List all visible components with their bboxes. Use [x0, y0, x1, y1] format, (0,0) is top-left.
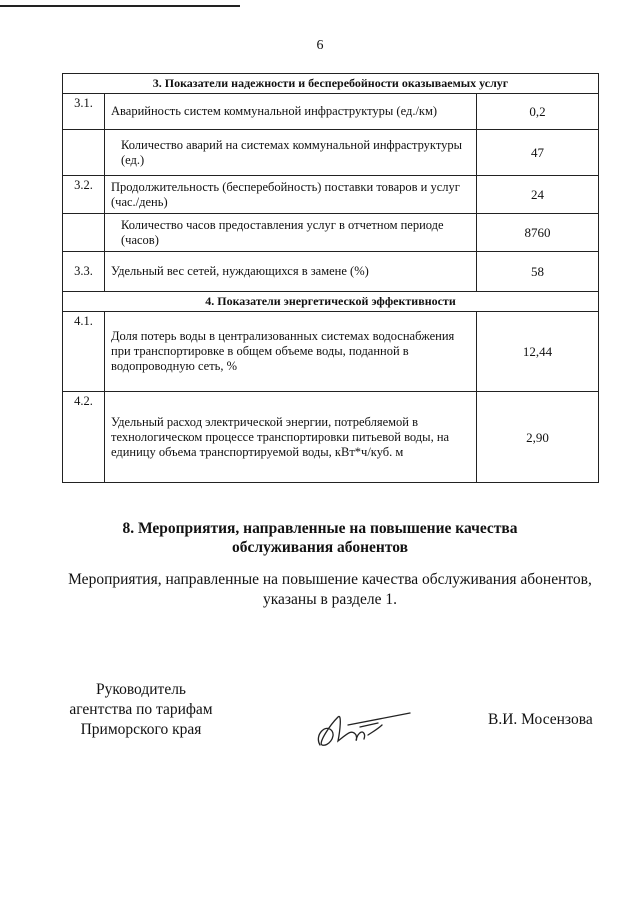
row-value: 58: [477, 252, 599, 292]
row-value: 0,2: [477, 94, 599, 130]
section8-paragraph: [50, 570, 610, 610]
section8-title-line1: 8. Мероприятия, направленные на повышение качества: [122, 520, 518, 537]
position-line2: агентства по тарифам: [69, 701, 213, 718]
row-number: 4.2.: [63, 392, 105, 483]
row-text: Доля потерь воды в централизованных системах водоснабжения при транспортировке в общем объеме воды, поданной в водопроводную сеть, %: [105, 312, 477, 392]
section3-title: 3. Показатели надежности и бесперебойности оказываемых услуг: [63, 74, 599, 94]
row-number: 4.1.: [63, 312, 105, 392]
row-text: Количество часов предоставления услуг в отчетном периоде (часов): [105, 214, 477, 252]
signatory-name: В.И. Мосензова: [488, 711, 593, 728]
section8-text-line1: Мероприятия, направленные на повышение качества обслуживания абонентов,: [68, 571, 592, 588]
table-row: [63, 176, 599, 214]
row-value: 24: [477, 176, 599, 214]
row-text: Удельный расход электрической энергии, потребляемой в технологическом процессе транспортировки питьевой воды, на единицу объема транспортируемой воды, кВт*ч/куб. м: [105, 392, 477, 483]
row-number: [63, 130, 105, 176]
section8-title-line2: обслуживания абонентов: [232, 539, 408, 556]
row-text: Продолжительность (бесперебойность) поставки товаров и услуг (час./день): [105, 176, 477, 214]
table-row: [63, 392, 599, 483]
section8-text-line2: указаны в разделе 1.: [262, 591, 398, 608]
table-row: [63, 214, 599, 252]
section-header-row: [63, 292, 599, 312]
handwritten-signature-icon: [308, 705, 418, 755]
page-number: 6: [316, 38, 324, 53]
signatory-position: [66, 680, 216, 740]
row-number: 3.1.: [63, 94, 105, 130]
row-value: 47: [477, 130, 599, 176]
row-number: 3.2.: [63, 176, 105, 214]
row-text: Удельный вес сетей, нуждающихся в замене (%): [105, 252, 477, 292]
section-header-row: [63, 74, 599, 94]
row-number: 3.3.: [63, 252, 105, 292]
row-number: [63, 214, 105, 252]
row-value: 2,90: [477, 392, 599, 483]
table-row: [63, 94, 599, 130]
table-row: [63, 252, 599, 292]
table-row: [63, 312, 599, 392]
indicators-table: [62, 73, 599, 483]
section8-heading: [0, 519, 640, 557]
position-line1: Руководитель: [95, 681, 187, 698]
position-line3: Приморского края: [80, 721, 202, 738]
top-rule: [0, 5, 240, 7]
table-row: [63, 130, 599, 176]
row-text: Количество аварий на системах коммунальной инфраструктуры (ед.): [105, 130, 477, 176]
row-text: Аварийность систем коммунальной инфраструктуры (ед./км): [105, 94, 477, 130]
row-value: 12,44: [477, 312, 599, 392]
row-value: 8760: [477, 214, 599, 252]
section4-title: 4. Показатели энергетической эффективности: [63, 292, 599, 312]
